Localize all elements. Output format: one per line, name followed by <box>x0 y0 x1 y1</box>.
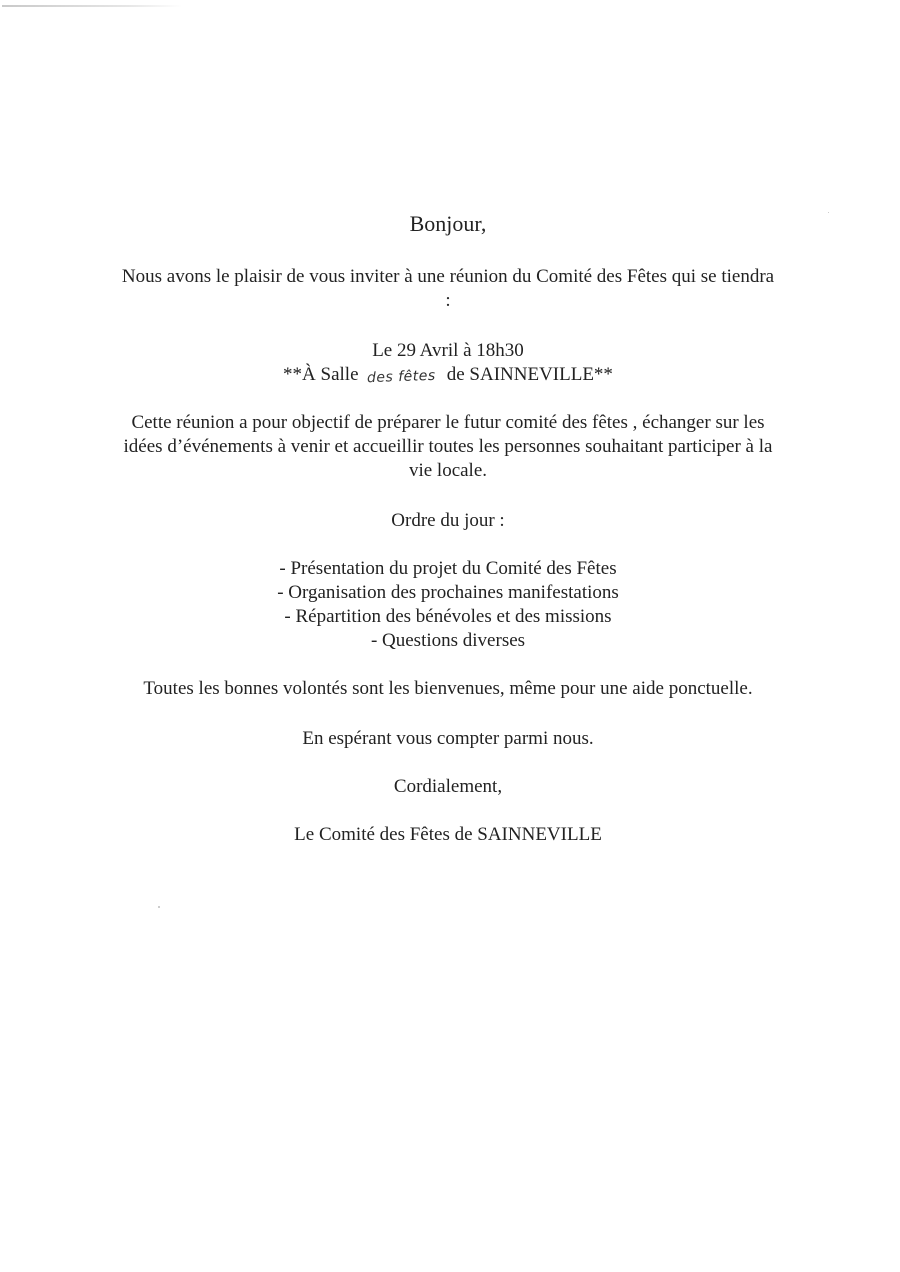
agenda-item: - Répartition des bénévoles et des missions <box>284 606 612 627</box>
handwritten-word-fetes: fêtes <box>398 367 437 386</box>
agenda-item: - Organisation des prochaines manifestations <box>277 582 619 603</box>
invitation-line-2: : <box>445 290 451 311</box>
meeting-location <box>70 363 826 389</box>
scan-speck <box>828 212 829 213</box>
location-prefix: **À Salle <box>283 364 359 385</box>
scan-speck <box>158 906 160 908</box>
handwritten-word-des: des <box>366 369 394 387</box>
objective-line-3: vie locale. <box>408 460 488 481</box>
objective-line-1: Cette réunion a pour objectif de préparer le futur comité des fêtes , échanger sur les <box>131 412 765 433</box>
agenda-title: Ordre du jour : <box>391 510 505 531</box>
scan-edge-mark <box>2 5 182 7</box>
objective-line-2: idées d’événements à venir et accueillir toutes les personnes souhaitant participer à la <box>123 436 773 457</box>
closing: Cordialement, <box>393 776 503 797</box>
agenda-item: - Présentation du projet du Comité des Fêtes <box>279 558 617 579</box>
location-suffix: de SAINNEVILLE** <box>446 364 613 385</box>
welcome-line: Toutes les bonnes volontés sont les bienvenues, même pour une aide ponctuelle. <box>143 678 753 699</box>
agenda-item: - Questions diverses <box>370 630 526 651</box>
handwritten-annotation <box>367 364 437 391</box>
greeting: Bonjour, <box>409 211 487 236</box>
invitation-line-1: Nous avons le plaisir de vous inviter à une réunion du Comité des Fêtes qui se tiendra <box>121 266 775 287</box>
hope-line: En espérant vous compter parmi nous. <box>302 728 594 749</box>
signature: Le Comité des Fêtes de SAINNEVILLE <box>294 824 602 845</box>
meeting-date: Le 29 Avril à 18h30 <box>372 340 524 361</box>
